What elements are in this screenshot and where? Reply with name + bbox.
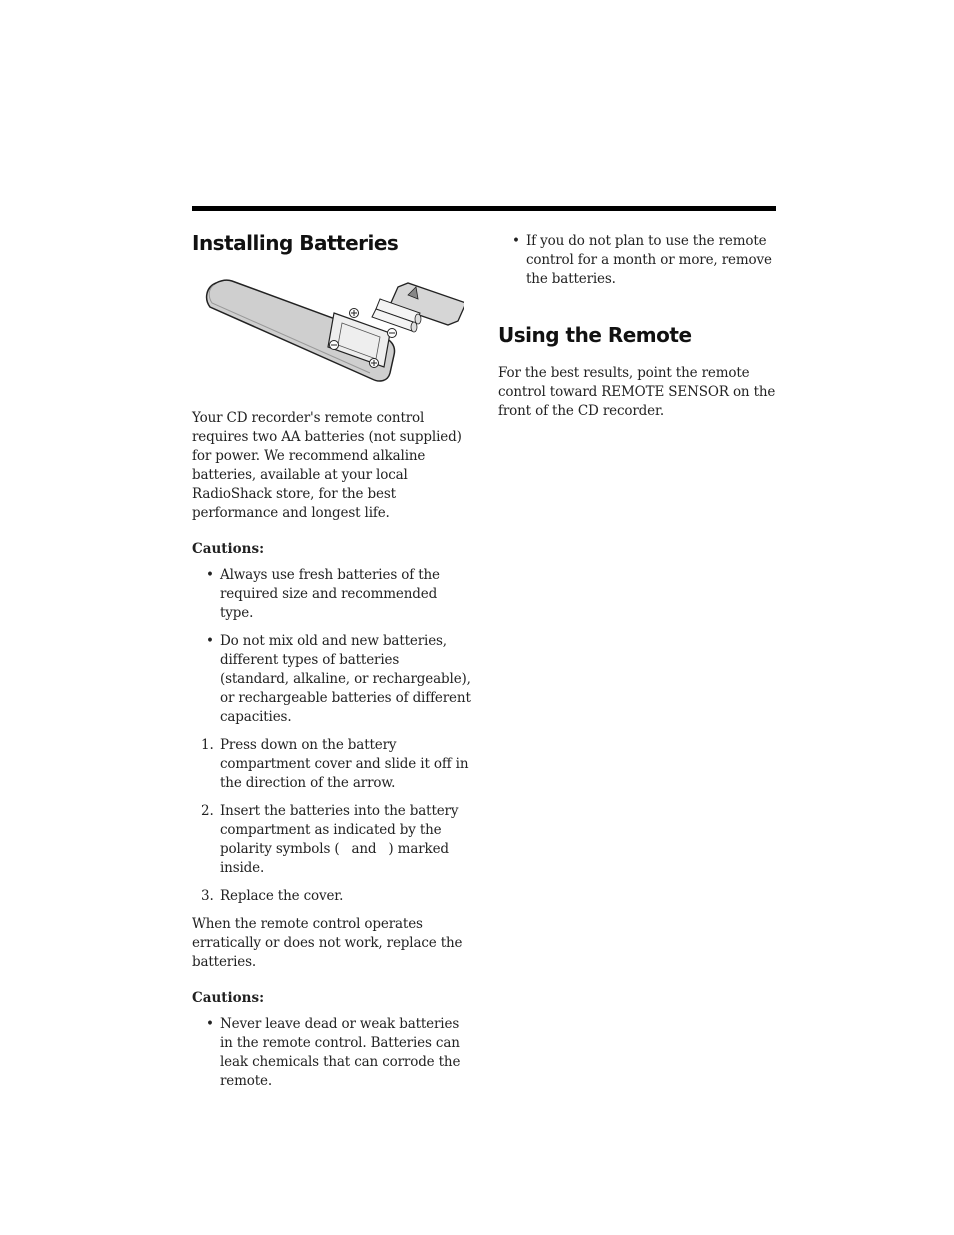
steps-list	[192, 736, 472, 906]
left-column	[192, 226, 472, 1091]
section-heading-using-the-remote: Using the Remote	[498, 323, 692, 347]
list-item: • Do not mix old and new batteries, different types of batteries (standard, alkaline, or rechargeable), or rechargeable batteries of different capacities.	[206, 633, 471, 725]
bullet-icon: •	[206, 633, 214, 649]
cautions-list	[192, 566, 472, 727]
list-item: 3. Replace the cover.	[201, 888, 344, 904]
bullet-icon: •	[206, 567, 214, 583]
top-rule	[192, 206, 776, 211]
intro-paragraph: Your CD recorder's remote control requires two AA batteries (not supplied) for power. We recommend alkaline batteries, available at your local RadioShack store, for the best performance and longest life.	[192, 410, 462, 521]
cautions-label: Cautions:	[192, 541, 265, 557]
right-column	[498, 226, 778, 421]
replace-note-paragraph: When the remote control operates erratically or does not work, replace the batteries.	[192, 916, 463, 970]
step-number: 1.	[201, 737, 214, 753]
cautions-list	[498, 232, 778, 289]
cautions-list	[192, 1015, 472, 1091]
list-item: • If you do not plan to use the remote control for a month or more, remove the batteries.	[512, 233, 772, 287]
cautions-label: Cautions:	[192, 990, 265, 1006]
bullet-icon: •	[206, 1016, 214, 1032]
section-heading-installing-batteries: Installing Batteries	[192, 231, 399, 255]
step-number: 3.	[201, 888, 214, 904]
remote-battery-illustration	[202, 269, 464, 391]
using-remote-paragraph: For the best results, point the remote control toward REMOTE SENSOR on the front of the CD recorder.	[498, 365, 776, 419]
list-item: 2. Insert the batteries into the battery compartment as indicated by the polarity symbols ( and ) marked inside.	[201, 803, 459, 876]
bullet-icon: •	[512, 233, 520, 249]
list-item: 1. Press down on the battery compartment cover and slide it off in the direction of the arrow.	[201, 737, 469, 791]
list-item: • Never leave dead or weak batteries in the remote control. Batteries can leak chemicals that can corrode the remote.	[206, 1016, 461, 1089]
step-number: 2.	[201, 803, 214, 819]
list-item: • Always use fresh batteries of the required size and recommended type.	[206, 567, 440, 621]
